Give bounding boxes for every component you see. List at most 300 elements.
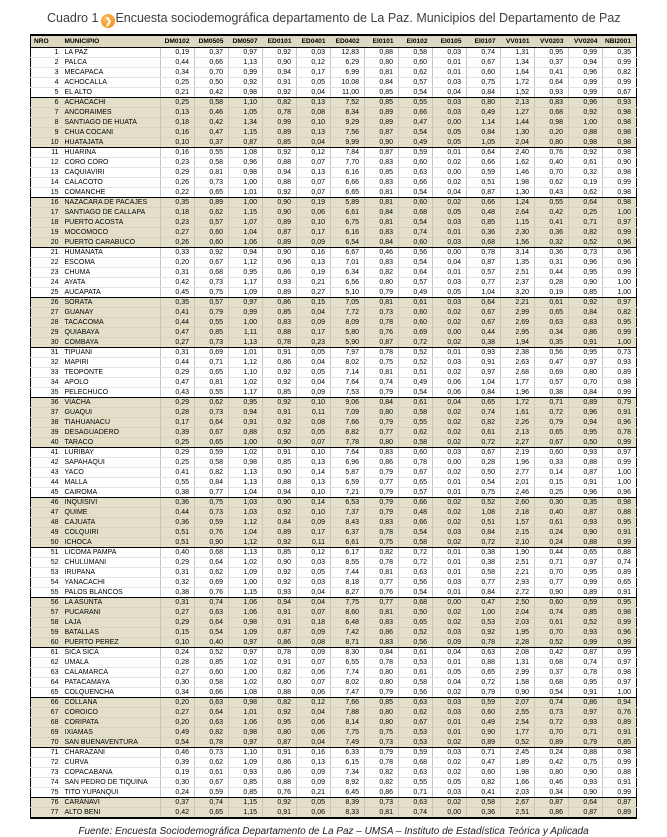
- value-cell: 0,55: [399, 777, 433, 787]
- value-cell: 0,82: [603, 307, 637, 317]
- value-cell: 0,17: [297, 527, 331, 537]
- table-row: [31, 647, 637, 657]
- value-cell: 0,04: [297, 597, 331, 607]
- value-cell: 0,67: [603, 87, 637, 97]
- value-cell: 10,08: [331, 77, 365, 87]
- municipio-cell: PELECHUCO: [61, 387, 161, 397]
- value-cell: 2,63: [501, 357, 535, 367]
- table-header-row: [31, 35, 637, 47]
- table-row: [31, 77, 637, 87]
- value-cell: 0,83: [365, 617, 399, 627]
- value-cell: 0,02: [433, 437, 467, 447]
- municipio-cell: PUERTO ACOSTA: [61, 217, 161, 227]
- value-cell: 0,40: [535, 157, 569, 167]
- value-cell: 0,32: [569, 167, 603, 177]
- value-cell: 0,82: [467, 777, 501, 787]
- value-cell: 0,78: [569, 667, 603, 677]
- value-cell: 0,88: [569, 747, 603, 757]
- value-cell: 0,85: [569, 607, 603, 617]
- value-cell: 0,84: [263, 517, 297, 527]
- value-cell: 0,72: [535, 407, 569, 417]
- value-cell: 0,60: [195, 237, 229, 247]
- value-cell: 0,20: [161, 257, 195, 267]
- value-cell: 0,82: [263, 667, 297, 677]
- value-cell: 0,68: [535, 107, 569, 117]
- value-cell: 0,64: [195, 617, 229, 627]
- value-cell: 1,31: [501, 657, 535, 667]
- value-cell: 0,04: [297, 137, 331, 147]
- value-cell: 0,69: [195, 347, 229, 357]
- value-cell: 1,09: [229, 567, 263, 577]
- value-cell: 0,68: [399, 207, 433, 217]
- value-cell: 1,00: [603, 277, 637, 287]
- value-cell: 2,18: [501, 507, 535, 517]
- row-number-cell: 53: [31, 567, 61, 577]
- value-cell: 2,08: [501, 647, 535, 657]
- municipio-cell: CAQUIAVIRI: [61, 167, 161, 177]
- value-cell: 0,71: [399, 787, 433, 797]
- value-cell: 1,13: [229, 477, 263, 487]
- value-cell: 0,91: [603, 587, 637, 597]
- value-cell: 0,42: [195, 117, 229, 127]
- table-row: [31, 107, 637, 117]
- table-row: [31, 297, 637, 307]
- value-cell: 2,21: [501, 567, 535, 577]
- value-cell: 0,93: [569, 627, 603, 637]
- row-number-cell: 76: [31, 797, 61, 807]
- value-cell: 0,99: [603, 537, 637, 547]
- value-cell: 0,35: [603, 47, 637, 57]
- row-number-cell: 25: [31, 287, 61, 297]
- value-cell: 0,97: [603, 447, 637, 457]
- municipio-cell: MAPIRI: [61, 357, 161, 367]
- value-cell: 0,81: [365, 67, 399, 77]
- value-cell: 0,68: [535, 677, 569, 687]
- row-number-cell: 52: [31, 557, 61, 567]
- arrow-bullet-icon: ❯: [101, 14, 115, 28]
- value-cell: 0,04: [297, 587, 331, 597]
- value-cell: 0,16: [161, 127, 195, 137]
- value-cell: 0,31: [535, 257, 569, 267]
- value-cell: 0,17: [297, 67, 331, 77]
- value-cell: 0,02: [433, 767, 467, 777]
- value-cell: 0,60: [467, 67, 501, 77]
- value-cell: 0,63: [399, 697, 433, 707]
- row-number-cell: 74: [31, 777, 61, 787]
- value-cell: 0,62: [535, 177, 569, 187]
- value-cell: 0,58: [195, 97, 229, 107]
- value-cell: 0,41: [535, 217, 569, 227]
- value-cell: 2,67: [501, 797, 535, 807]
- value-cell: 0,89: [365, 107, 399, 117]
- value-cell: 1,58: [501, 677, 535, 687]
- value-cell: 8,18: [331, 577, 365, 587]
- municipio-cell: ALTO BENI: [61, 807, 161, 818]
- value-cell: 0,27: [297, 287, 331, 297]
- value-cell: 0,47: [467, 597, 501, 607]
- value-cell: 0,01: [433, 227, 467, 237]
- value-cell: 2,15: [501, 527, 535, 537]
- value-cell: 0,85: [365, 697, 399, 707]
- municipio-cell: TARACO: [61, 437, 161, 447]
- value-cell: 1,04: [467, 287, 501, 297]
- value-cell: 0,04: [433, 87, 467, 97]
- value-cell: 0,85: [263, 387, 297, 397]
- value-cell: 0,83: [365, 177, 399, 187]
- row-number-cell: 35: [31, 387, 61, 397]
- value-cell: 0,06: [297, 667, 331, 677]
- table-row: [31, 657, 637, 667]
- value-cell: 0,82: [195, 727, 229, 737]
- value-cell: 0,99: [569, 87, 603, 97]
- value-cell: 0,03: [433, 447, 467, 457]
- row-number-cell: 50: [31, 537, 61, 547]
- value-cell: 0,17: [297, 327, 331, 337]
- value-cell: 2,45: [501, 747, 535, 757]
- value-cell: 0,80: [263, 677, 297, 687]
- value-cell: 0,02: [433, 507, 467, 517]
- municipio-cell: TITO YUPANQUI: [61, 787, 161, 797]
- value-cell: 1,77: [501, 727, 535, 737]
- value-cell: 0,84: [467, 587, 501, 597]
- value-cell: 8,60: [331, 607, 365, 617]
- value-cell: 1,14: [467, 117, 501, 127]
- row-number-cell: 7: [31, 107, 61, 117]
- value-cell: 0,03: [433, 357, 467, 367]
- value-cell: 0,02: [433, 497, 467, 507]
- value-cell: 0,04: [297, 307, 331, 317]
- value-cell: 0,00: [433, 457, 467, 467]
- value-cell: 0,42: [535, 647, 569, 657]
- value-cell: 0,58: [467, 797, 501, 807]
- table-row: [31, 387, 637, 397]
- value-cell: 0,98: [229, 87, 263, 97]
- value-cell: 1,04: [229, 527, 263, 537]
- value-cell: 0,60: [467, 707, 501, 717]
- value-cell: 0,09: [297, 237, 331, 247]
- value-cell: 0,52: [399, 357, 433, 367]
- table-row: [31, 537, 637, 547]
- value-cell: 1,06: [229, 717, 263, 727]
- value-cell: 0,50: [399, 607, 433, 617]
- value-cell: 0,96: [603, 627, 637, 637]
- value-cell: 0,72: [467, 537, 501, 547]
- value-cell: 0,59: [195, 447, 229, 457]
- row-number-cell: 59: [31, 627, 61, 637]
- value-cell: 0,88: [229, 427, 263, 437]
- table-row: [31, 737, 637, 747]
- value-cell: 0,39: [161, 427, 195, 437]
- value-cell: 0,92: [263, 537, 297, 547]
- value-cell: 0,56: [399, 577, 433, 587]
- value-cell: 1,24: [501, 197, 535, 207]
- value-cell: 0,48: [467, 207, 501, 217]
- value-cell: 1,46: [501, 167, 535, 177]
- value-cell: 0,36: [467, 807, 501, 818]
- value-cell: 1,09: [229, 627, 263, 637]
- value-cell: 0,89: [263, 217, 297, 227]
- value-cell: 0,65: [195, 187, 229, 197]
- value-cell: 0,90: [263, 247, 297, 257]
- value-cell: 1,94: [501, 337, 535, 347]
- value-cell: 0,35: [569, 497, 603, 507]
- value-cell: 0,60: [535, 597, 569, 607]
- value-cell: 2,19: [501, 447, 535, 457]
- municipio-cell: CORO CORO: [61, 157, 161, 167]
- value-cell: 0,75: [365, 357, 399, 367]
- value-cell: 0,55: [195, 387, 229, 397]
- row-number-cell: 26: [31, 297, 61, 307]
- value-cell: 0,49: [399, 137, 433, 147]
- value-cell: 0,40: [535, 507, 569, 517]
- value-cell: 0,05: [297, 367, 331, 377]
- value-cell: 8,55: [331, 557, 365, 567]
- value-cell: 0,13: [297, 477, 331, 487]
- value-cell: 0,04: [297, 87, 331, 97]
- value-cell: 2,10: [501, 537, 535, 547]
- value-cell: 0,09: [433, 637, 467, 647]
- value-cell: 0,51: [399, 367, 433, 377]
- value-cell: 0,81: [195, 377, 229, 387]
- value-cell: 0,61: [399, 397, 433, 407]
- value-cell: 1,52: [501, 87, 535, 97]
- value-cell: 0,99: [229, 67, 263, 77]
- value-cell: 0,01: [433, 727, 467, 737]
- value-cell: 0,86: [569, 697, 603, 707]
- column-header-nro: NRO: [31, 35, 61, 47]
- value-cell: 0,30: [161, 777, 195, 787]
- municipio-cell: DESAGUADERO: [61, 427, 161, 437]
- value-cell: 0,55: [399, 97, 433, 107]
- value-cell: 0,88: [263, 177, 297, 187]
- value-cell: 0,10: [297, 117, 331, 127]
- row-number-cell: 28: [31, 317, 61, 327]
- value-cell: 0,36: [161, 497, 195, 507]
- table-row: [31, 127, 637, 137]
- table-row: [31, 517, 637, 527]
- value-cell: 0,79: [365, 497, 399, 507]
- value-cell: 0,91: [263, 657, 297, 667]
- value-cell: 0,60: [195, 227, 229, 237]
- value-cell: 0,75: [365, 537, 399, 547]
- value-cell: 0,90: [263, 437, 297, 447]
- value-cell: 0,99: [569, 637, 603, 647]
- value-cell: 0,89: [535, 737, 569, 747]
- value-cell: 0,79: [535, 417, 569, 427]
- value-cell: 0,64: [569, 797, 603, 807]
- value-cell: 0,05: [433, 137, 467, 147]
- value-cell: 1,72: [501, 77, 535, 87]
- value-cell: 0,27: [161, 227, 195, 237]
- value-cell: 0,72: [467, 677, 501, 687]
- value-cell: 1,31: [501, 47, 535, 57]
- value-cell: 0,20: [161, 717, 195, 727]
- value-cell: 1,34: [229, 117, 263, 127]
- value-cell: 6,17: [331, 547, 365, 557]
- municipio-cell: COROICO: [61, 707, 161, 717]
- value-cell: 1,11: [229, 327, 263, 337]
- value-cell: 1,12: [229, 357, 263, 367]
- value-cell: 8,34: [331, 107, 365, 117]
- value-cell: 0,57: [195, 297, 229, 307]
- value-cell: 0,65: [195, 437, 229, 447]
- municipio-cell: NAZACARA DE PACAJES: [61, 197, 161, 207]
- table-row: [31, 627, 637, 637]
- municipio-cell: YACO: [61, 467, 161, 477]
- row-number-cell: 62: [31, 657, 61, 667]
- value-cell: 0,77: [365, 427, 399, 437]
- value-cell: 0,61: [535, 297, 569, 307]
- municipio-cell: LURIBAY: [61, 447, 161, 457]
- row-number-cell: 41: [31, 447, 61, 457]
- municipio-cell: CARANAVI: [61, 797, 161, 807]
- municipio-cell: HUARINA: [61, 147, 161, 157]
- row-number-cell: 55: [31, 587, 61, 597]
- value-cell: 5,10: [331, 287, 365, 297]
- value-cell: 7,70: [331, 157, 365, 167]
- value-cell: 0,57: [195, 217, 229, 227]
- value-cell: 0,00: [433, 247, 467, 257]
- value-cell: 0,52: [569, 617, 603, 627]
- value-cell: 0,60: [399, 307, 433, 317]
- value-cell: 0,74: [603, 557, 637, 567]
- value-cell: 0,97: [569, 557, 603, 567]
- value-cell: 0,92: [569, 107, 603, 117]
- value-cell: 0,28: [467, 457, 501, 467]
- value-cell: 2,03: [501, 617, 535, 627]
- value-cell: 2,93: [501, 577, 535, 587]
- municipio-cell: COMANCHE: [61, 187, 161, 197]
- value-cell: 0,84: [365, 207, 399, 217]
- value-cell: 0,41: [535, 67, 569, 77]
- value-cell: 5,80: [331, 327, 365, 337]
- value-cell: 0,17: [161, 417, 195, 427]
- row-number-cell: 34: [31, 377, 61, 387]
- value-cell: 2,27: [501, 437, 535, 447]
- value-cell: 0,47: [161, 327, 195, 337]
- value-cell: 0,78: [365, 557, 399, 567]
- value-cell: 8,71: [331, 637, 365, 647]
- value-cell: 0,85: [467, 217, 501, 227]
- table-row: [31, 307, 637, 317]
- value-cell: 0,33: [161, 247, 195, 257]
- value-cell: 0,66: [399, 497, 433, 507]
- value-cell: 0,61: [399, 297, 433, 307]
- value-cell: 0,73: [535, 707, 569, 717]
- row-number-cell: 66: [31, 697, 61, 707]
- value-cell: 0,53: [399, 727, 433, 737]
- value-cell: 0,97: [229, 647, 263, 657]
- value-cell: 0,86: [263, 297, 297, 307]
- value-cell: 0,92: [263, 397, 297, 407]
- value-cell: 0,98: [603, 137, 637, 147]
- table-row: [31, 587, 637, 597]
- table-row: [31, 777, 637, 787]
- value-cell: 0,22: [161, 187, 195, 197]
- value-cell: 6,16: [331, 227, 365, 237]
- value-cell: 1,04: [229, 487, 263, 497]
- row-number-cell: 73: [31, 767, 61, 777]
- value-cell: 1,01: [229, 187, 263, 197]
- value-cell: 0,91: [569, 687, 603, 697]
- value-cell: 0,98: [535, 117, 569, 127]
- value-cell: 0,28: [535, 277, 569, 287]
- row-number-cell: 4: [31, 77, 61, 87]
- value-cell: 0,62: [195, 207, 229, 217]
- value-cell: 0,73: [603, 347, 637, 357]
- value-cell: 0,18: [297, 617, 331, 627]
- value-cell: 0,67: [195, 257, 229, 267]
- value-cell: 0,87: [229, 137, 263, 147]
- value-cell: 0,06: [297, 687, 331, 697]
- table-row: [31, 447, 637, 457]
- value-cell: 6,61: [331, 207, 365, 217]
- value-cell: 0,42: [161, 277, 195, 287]
- value-cell: 0,51: [161, 527, 195, 537]
- table-row: [31, 547, 637, 557]
- value-cell: 0,25: [161, 437, 195, 447]
- municipio-cell: SICA SICA: [61, 647, 161, 657]
- value-cell: 2,04: [501, 137, 535, 147]
- value-cell: 0,95: [569, 677, 603, 687]
- value-cell: 0,88: [263, 157, 297, 167]
- value-cell: 0,02: [433, 317, 467, 327]
- value-cell: 0,59: [467, 167, 501, 177]
- value-cell: 0,58: [399, 437, 433, 447]
- value-cell: 0,05: [433, 127, 467, 137]
- value-cell: 0,49: [467, 107, 501, 117]
- value-cell: 0,02: [433, 537, 467, 547]
- value-cell: 0,98: [603, 377, 637, 387]
- value-cell: 0,97: [229, 297, 263, 307]
- value-cell: 0,47: [161, 377, 195, 387]
- municipio-cell: TEOPONTE: [61, 367, 161, 377]
- municipio-cell: COMBAYA: [61, 337, 161, 347]
- municipio-cell: LA ASUNTA: [61, 597, 161, 607]
- value-cell: 0,88: [569, 127, 603, 137]
- row-number-cell: 29: [31, 327, 61, 337]
- table-row: [31, 187, 637, 197]
- value-cell: 0,04: [297, 377, 331, 387]
- value-cell: 0,49: [161, 727, 195, 737]
- column-header-ed0401: ED0401: [297, 35, 331, 47]
- value-cell: 0,52: [569, 237, 603, 247]
- value-cell: 0,35: [535, 337, 569, 347]
- municipio-cell: SAPAHAQUI: [61, 457, 161, 467]
- value-cell: 2,37: [501, 277, 535, 287]
- value-cell: 0,79: [365, 687, 399, 697]
- value-cell: 0,27: [161, 667, 195, 677]
- value-cell: 0,05: [433, 667, 467, 677]
- value-cell: 0,75: [467, 487, 501, 497]
- value-cell: 0,19: [535, 287, 569, 297]
- value-cell: 5,89: [331, 197, 365, 207]
- value-cell: 0,47: [467, 757, 501, 767]
- value-cell: 7,56: [331, 127, 365, 137]
- value-cell: 2,55: [501, 707, 535, 717]
- value-cell: 7,09: [331, 407, 365, 417]
- row-number-cell: 31: [31, 347, 61, 357]
- value-cell: 0,60: [399, 447, 433, 457]
- value-cell: 0,60: [399, 57, 433, 67]
- value-cell: 0,37: [161, 797, 195, 807]
- value-cell: 0,13: [161, 107, 195, 117]
- value-cell: 0,72: [399, 557, 433, 567]
- value-cell: 0,93: [569, 777, 603, 787]
- value-cell: 0,00: [433, 597, 467, 607]
- row-number-cell: 12: [31, 157, 61, 167]
- value-cell: 0,55: [399, 417, 433, 427]
